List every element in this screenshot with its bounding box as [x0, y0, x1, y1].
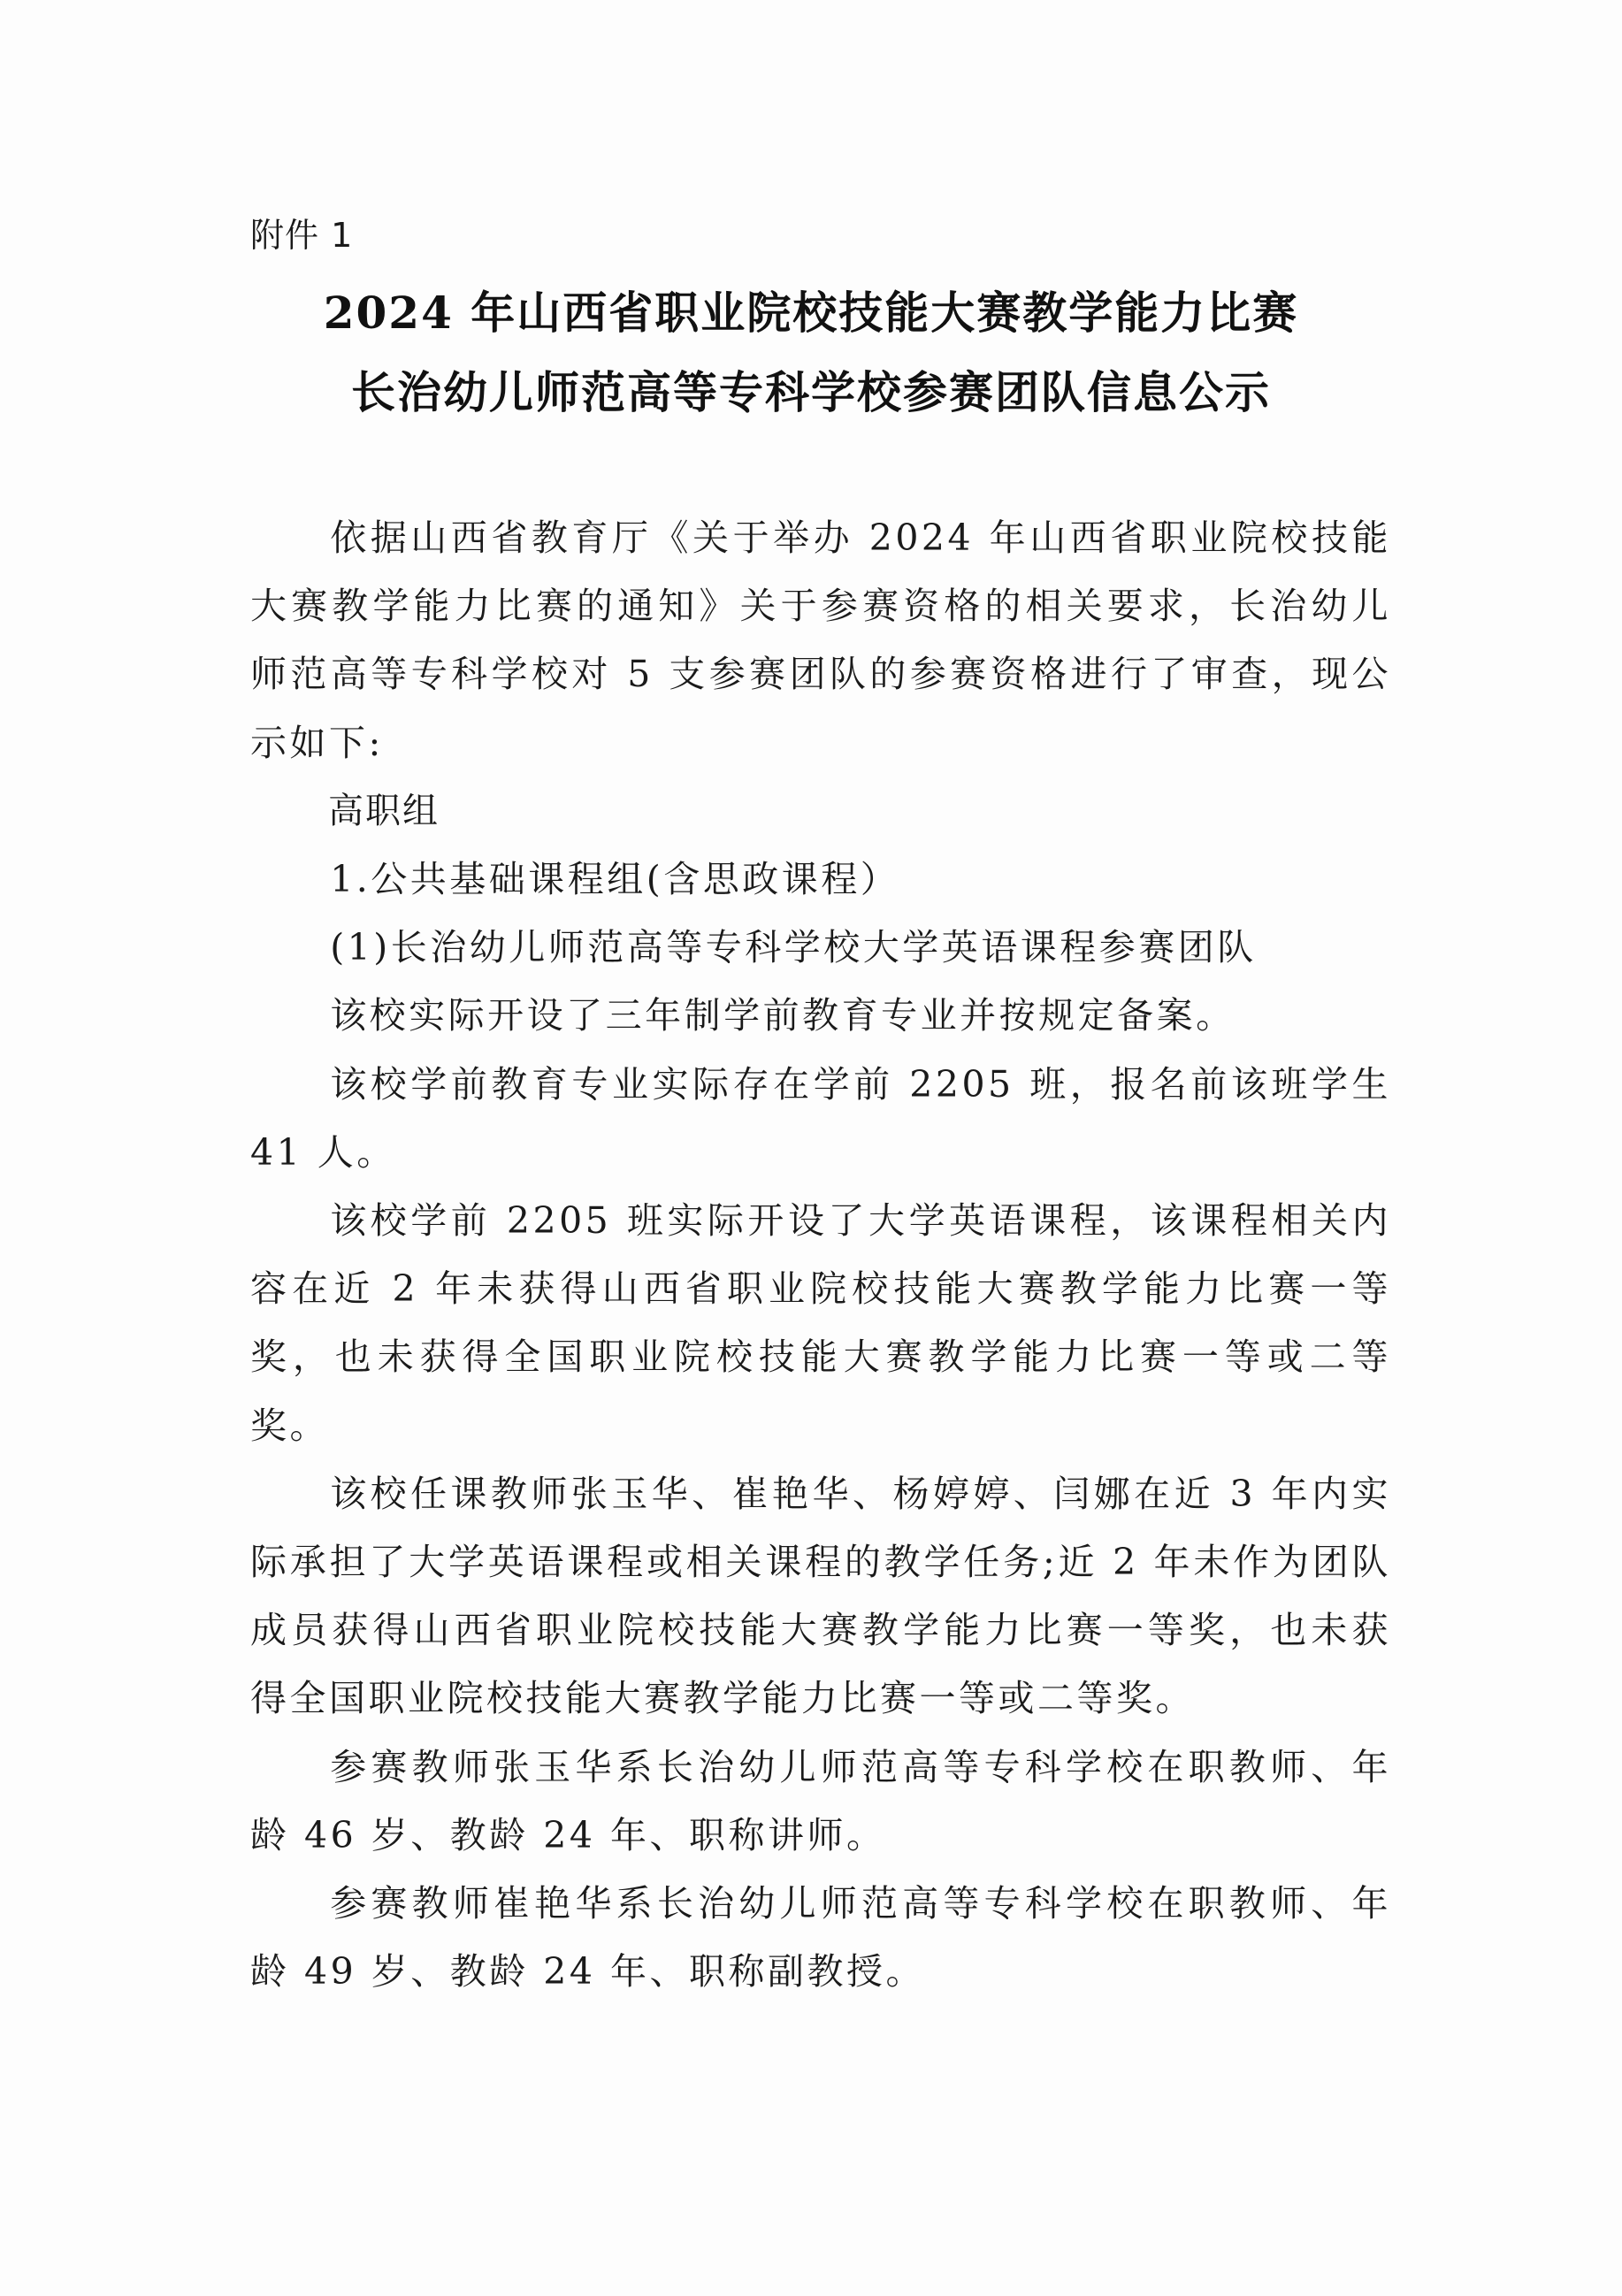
document-title-line-2: 长治幼儿师范高等专科学校参赛团队信息公示	[351, 366, 1271, 418]
paragraph-teacher-zhang: 参赛教师张玉华系长治幼儿师范高等专科学校在职教师、年龄 46 岁、教龄 24 年、职称讲师。	[250, 1745, 1391, 1856]
attachment-label: 附件 1	[250, 216, 354, 255]
document-body	[250, 504, 1391, 2006]
section-heading-higher-vocational: 高职组	[328, 790, 440, 831]
paragraph-course-awards: 该校学前 2205 班实际开设了大学英语课程，该课程相关内容在近 2 年未获得山西省职业院校技能大赛教学能力比赛一等奖，也未获得全国职业院校技能大赛教学能力比赛一等或二等奖。	[250, 1199, 1391, 1447]
intro-paragraph: 依据山西省教育厅《关于举办 2024 年山西省职业院校技能大赛教学能力比赛的通知》关于参赛资格的相关要求，长治幼儿师范高等专科学校对 5 支参赛团队的参赛资格进行了审查，现公示如下:	[250, 517, 1391, 764]
team-heading-college-english: (1)长治幼儿师范高等专科学校大学英语课程参赛团队	[330, 926, 1257, 969]
subsection-heading-public-basic-courses: 1.公共基础课程组(含思政课程）	[330, 858, 900, 901]
paragraph-major-registration: 该校实际开设了三年制学前教育专业并按规定备案。	[330, 994, 1236, 1037]
paragraph-teacher-cui: 参赛教师崔艳华系长治幼儿师范高等专科学校在职教师、年龄 49 岁、教龄 24 年、职称副教授。	[250, 1882, 1391, 1994]
paragraph-class-info: 该校学前教育专业实际存在学前 2205 班，报名前该班学生 41 人。	[250, 1062, 1391, 1174]
document-title-line-1: 2024 年山西省职业院校技能大赛教学能力比赛	[323, 287, 1299, 339]
paragraph-teachers: 该校任课教师张玉华、崔艳华、杨婷婷、闫娜在近 3 年内实际承担了大学英语课程或相关课程的教学任务;近 2 年未作为团队成员获得山西省职业院校技能大赛教学能力比赛一等奖，也未获得全国职业院校技能大赛教学能力比赛一等或二等奖。	[250, 1472, 1391, 1720]
